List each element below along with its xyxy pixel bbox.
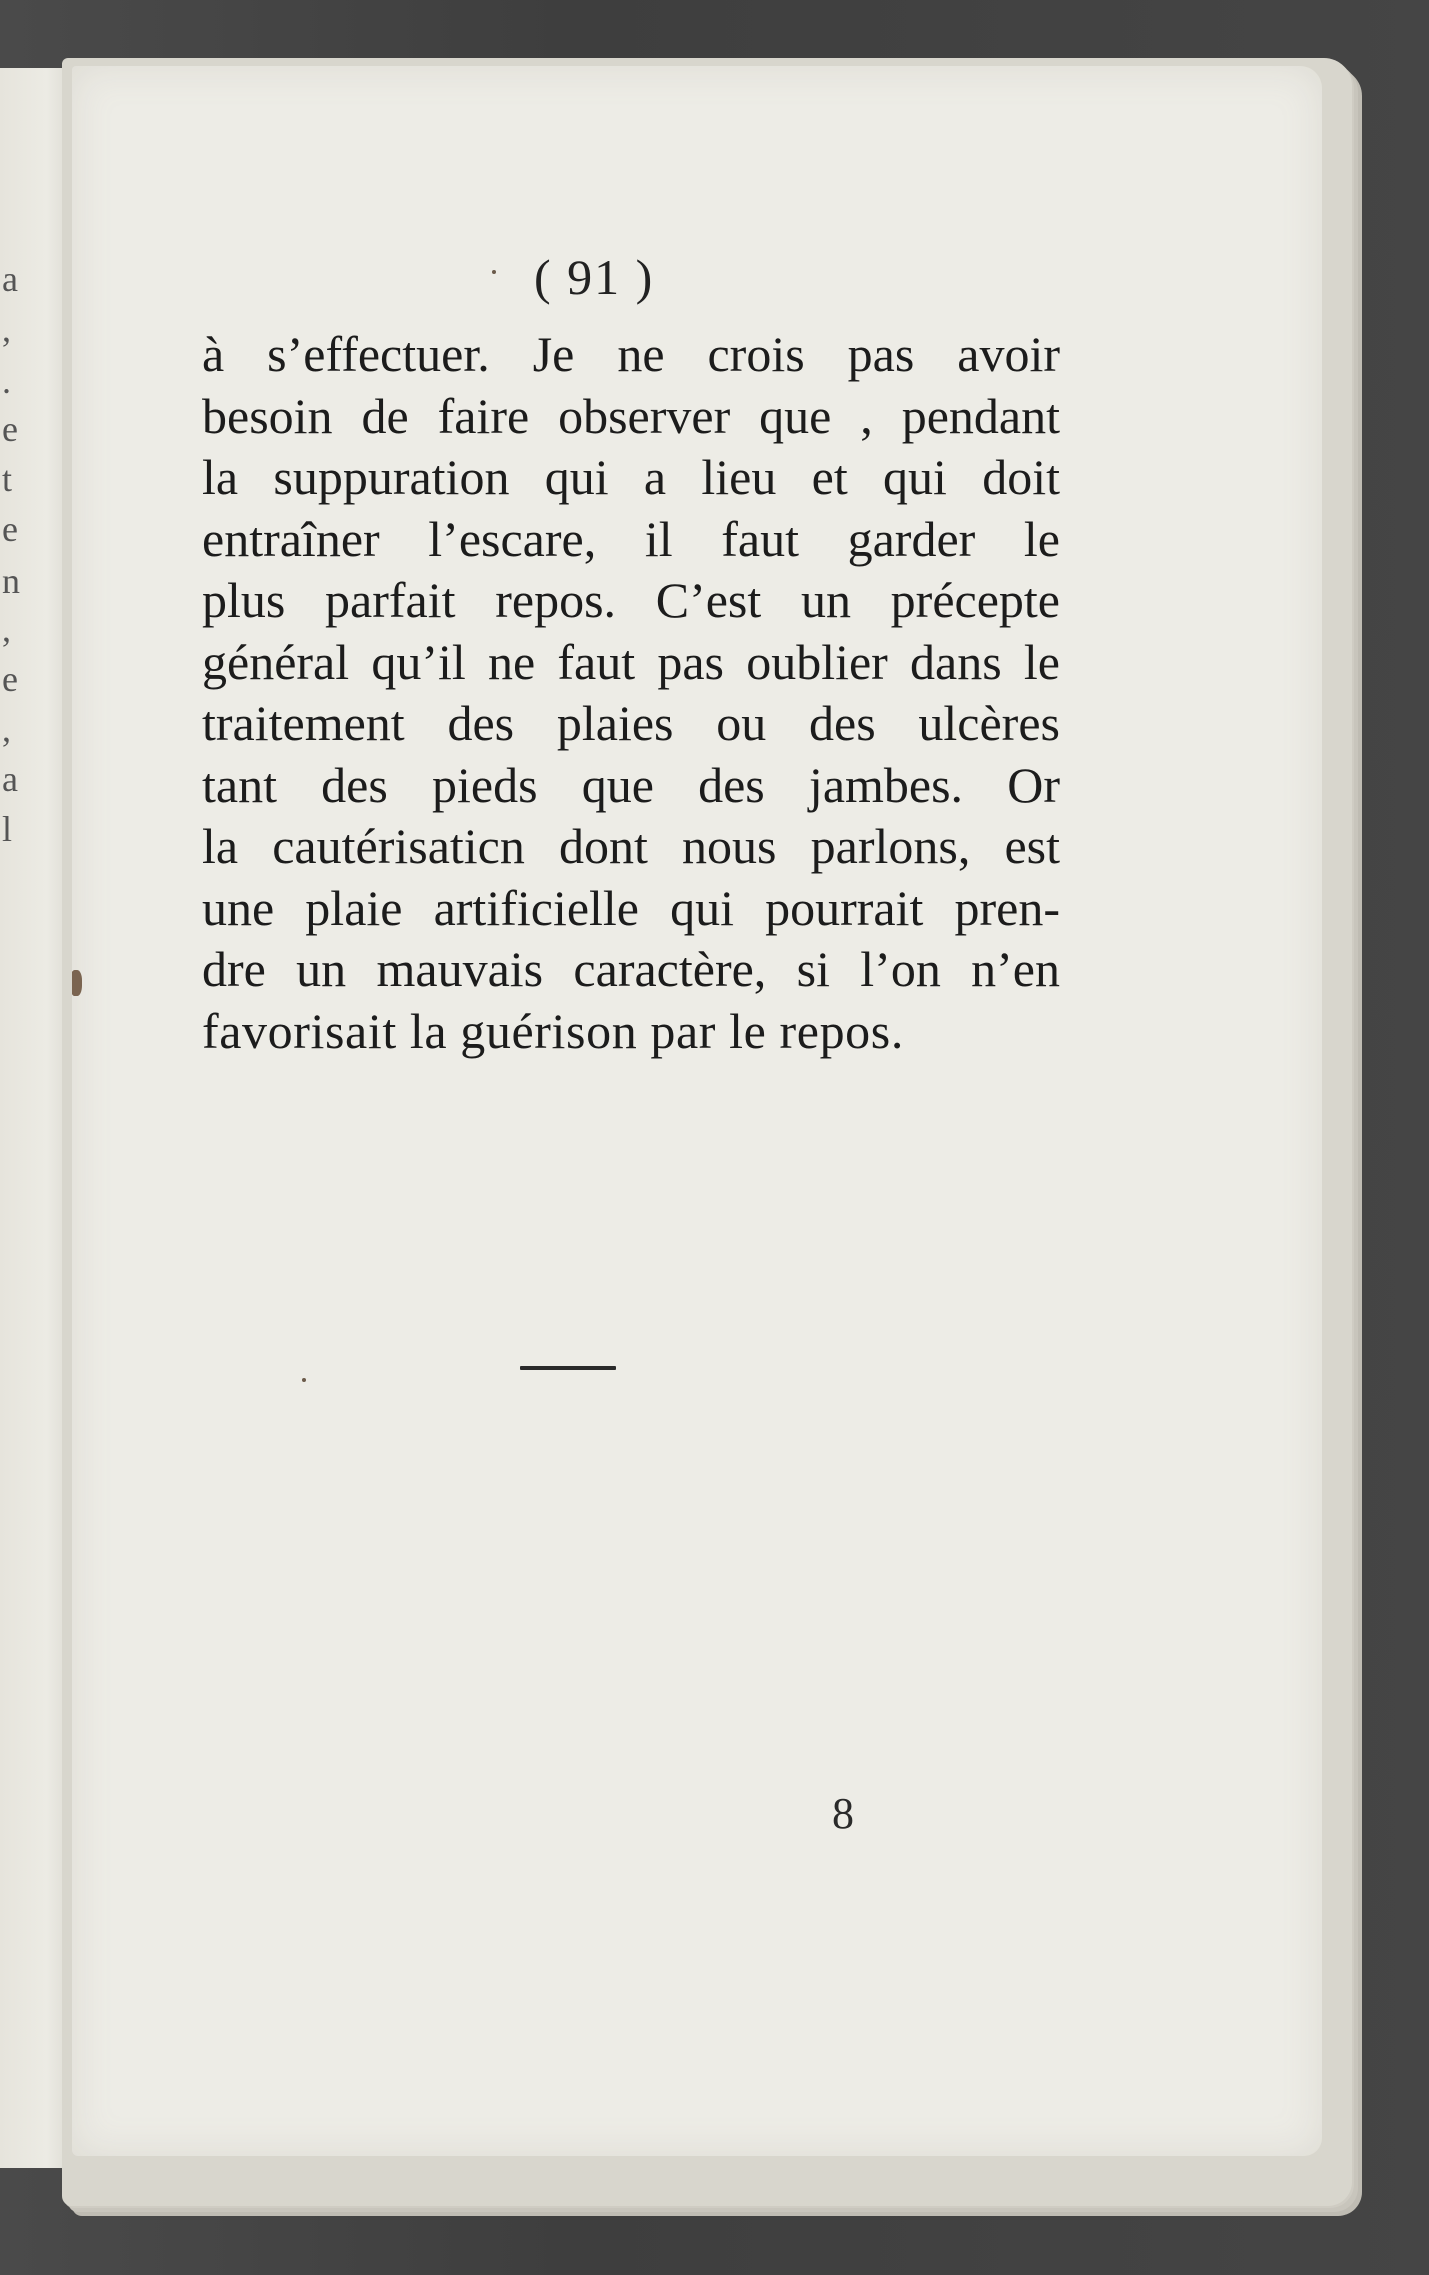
book-page [72,66,1322,2156]
text-line-8: tant des pieds que des jambes. Or [202,756,1060,813]
paper-speck [492,270,496,274]
paper-speck [302,1378,306,1382]
text-line-1: à s’effectuer. Je ne crois pas avoir [202,326,1060,382]
text-line-9: la cautérisaticn dont nous parlons, est [202,818,1060,874]
text-line-7: traitement des plaies ou des ulcères [202,695,1060,751]
text-line-4: entraîner l’escare, il faut garder le [202,510,1060,567]
text-line-3: la suppuration qui a lieu et qui doit [202,449,1060,505]
text-line-5: plus parfait repos. C’est un précepte [202,572,1060,628]
previous-page-fragments: a , . e t e n , e , a l [2,259,20,849]
text-line-11: dre un mauvais caractère, si l’on n’en [202,941,1060,997]
body-text [202,324,1060,1062]
bleed-through-reverse-text [182,1106,1082,1866]
page-number: ( 91 ) [534,249,655,305]
text-line-6: général qu’il ne faut pas oublier dans le [202,633,1060,690]
paper-speck [72,970,82,996]
section-rule [520,1366,616,1370]
text-line-12: favorisait la guérison par le repos. [202,1002,904,1059]
text-line-2: besoin de faire observer que , pendant [202,387,1060,444]
text-line-10: une plaie artificielle qui pourrait pren- [202,879,1060,936]
signature-mark: 8 [832,1789,854,1838]
